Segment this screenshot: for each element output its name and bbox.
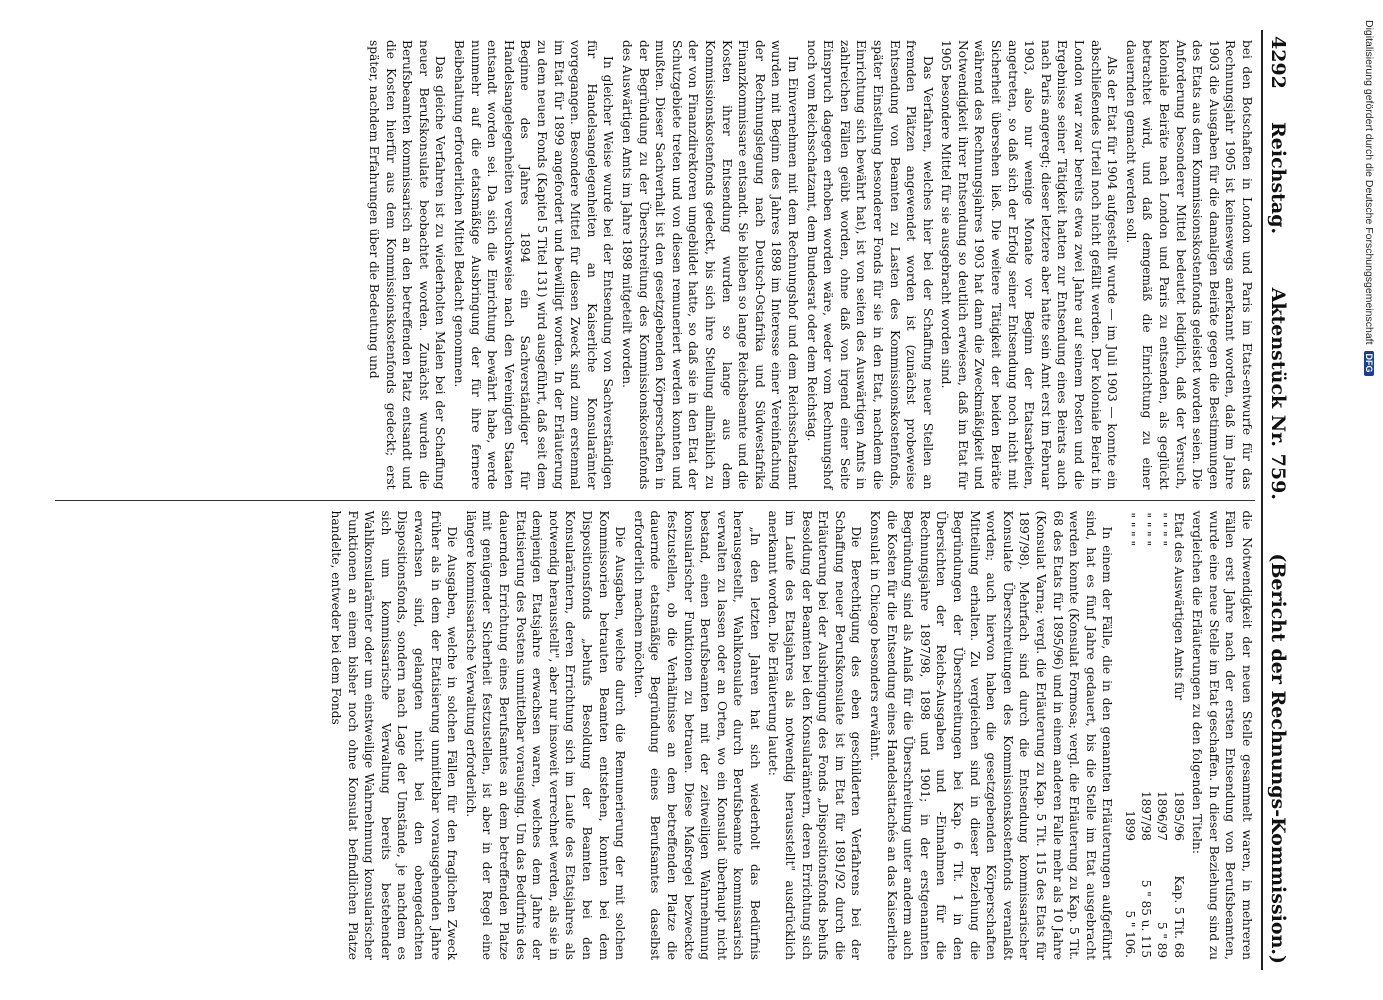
paragraph: bei den Botschaften in London und Paris im Etats-entwurfe für das Rechnungsjahr 1905 ist keineswegs anerkannt worden, daß im Jahre 1903 die Ausgaben für die damaligen Beiräte gegen die Bestimmungen des Etats aus dem Kommissionskostenfonds geleistet worden seien. Die Anforderung besonderer Mittel bedeutet lediglich, daß der Versuch, koloniale Beiräte nach London und Paris zu entsenden, als geglückt betrachtet wird, und daß demgemäß die Einrichtung zu einer dauernden gemacht werden soll. xyxy=(1123,40,1254,490)
rotated-page xyxy=(55,30,1305,970)
left-title: Reichstag. xyxy=(1267,121,1289,235)
paragraph: „In den letzten Jahren hat sich wiederholt das Bedürfnis herausgestellt, Wahlkonsulate durch Berufsbeamte kommissarisch verwalten zu lassen oder an Orten, wo ein Konsulat überhaupt nicht bestand, einen Berufsbeamten mit der zeitweiligen Wahrnehmung konsularischer Funktionen zu betrauen. Diese Maßregel bezweckte festzustellen, ob die Verhältnisse an dem betreffenden Platze die dauernde etatsmäßige Begründung eines Berufsamtes daselbst erforderlich machen möchten. xyxy=(631,510,762,960)
table-cell: 1895/96 xyxy=(1171,791,1186,841)
paragraph: In einem der Fälle, die in den genannten Erläuterungen aufgeführt sind, hat es fünf Jahre gedauert, bis die Stelle im Etat ausgebracht werden konnte (Konsulat Formosa; vergl. die Erläuterung zu Kap. 5 Tit. 68 des Etats für 1895/96) und in einem anderen Falle mehr als 10 Jahre (Konsulat Varna; vergl. die Erläuterung zu Kap. 5 Tit. 115 des Etats für 1897/98). Mehrfach sind durch die Entsendung kommissarischer Konsulate Überschreitungen des Kommissionskostenfonds veranlaßt worden; auch hiervon haben die gesetzgebenden Körperschaften Mitteilung erhalten. Zu vergleichen sind in dieser Beziehung die Begründungen der Überschreitungen bei Kap. 6 Tit. 1 in den Übersichten der Reichs-Ausgaben und -Einnahmen für die Rechnungsjahre 1897/98, 1898 und 1901; in der erstgenannten Begründung sind als Anlaß für die Überschreitung unter anderm auch die Kosten für die Entsendung eines Handelsattachés an das Kaiserliche Konsulat in Chicago besonders erwähnt. xyxy=(868,510,1115,960)
table-cell: 1899 xyxy=(1122,810,1137,841)
digitization-note: Digitalisierung gefördert durch die Deutsche Forschungsgemeinschaft xyxy=(1363,20,1375,345)
text-columns xyxy=(55,30,1255,970)
table-cell: 1896/97 xyxy=(1155,791,1170,841)
table-cell: Etat des Auswärtigen Amts für xyxy=(1171,512,1186,701)
table-cell: Kap. 5 Tit. 68 xyxy=(1171,875,1186,958)
table-cell: " " " " xyxy=(1139,512,1153,547)
table-row xyxy=(1138,511,1154,961)
column-right xyxy=(55,500,1255,971)
paragraph: die Notwendigkeit der neuen Stelle gesammelt waren, in mehreren Fällen erst Jahre nach der ersten Entsendung von Berufsbeamten, wurde eine neue Stelle im Etat geschaffen. In dieser Beziehung sind zu vergleichen die Erläuterungen zu den folgenden Titeln: xyxy=(1190,510,1254,960)
right-title: (Bericht der Rechnungs-Kommission.) xyxy=(1267,553,1289,964)
middle-title: Aktenstück Nr. 759. xyxy=(1267,287,1289,500)
etat-table xyxy=(1121,511,1186,961)
paragraph: In gleicher Weise wurde bei der Entsendung von Sachverständigen für Handelsangelegenheiten an Kaiserliche Konsularämter vorgegangen. Besondere Mittel für diesen Zweck sind zum erstenmal im Etat für 1899 angefordert und bewilligt worden. In der Erläuterung zu dem neuen Fonds (Kapitel 5 Titel 131) wird ausgeführt, daß seit dem Beginne des Jahres 1894 ein Sachverständiger für Handelsangelegenheiten versuchsweise nach den Vereinigten Staaten entsandt worden sei. Da sich die Einrichtung bewährt habe, werde nunmehr auf die etatsmäßige Ausbringung der für ihre fernere Beibehaltung erforderlichen Mittel Bedacht genommen. xyxy=(452,40,616,490)
paragraph: Das gleiche Verfahren ist zu wiederholten Malen bei der Schaffung neuer Berufskonsulate beobachtet worden. Zunächst wurden die Berufsbeamten kommissarisch an den betreffenden Platz entsandt und die Kosten hierfür aus dem Kommissionskostenfonds gedeckt; erst später, nachdem Erfahrungen über die Bedeutung und xyxy=(367,40,448,490)
digitization-sidebar xyxy=(1362,20,1376,980)
page-number: 4292 xyxy=(1267,36,1289,89)
page-header xyxy=(1261,30,1305,970)
table-cell: 5 " 85 u. 115 xyxy=(1139,879,1153,958)
paragraph: Die Ausgaben, welche in solchen Fällen für den fraglichen Zweck früher als in dem der Etatisierung unmittelbar vorausgehenden Jahre erwachsen sind, gelangten nicht bei den obengedachten Dispositionsfonds, sondern nach Lage der Umstände, je nachdem es sich um kommissarische Verwaltung bereits bestehender Wahlkonsularämter oder um einstweilige Wahrnehmung konsularischer Funktionen an einem bisher noch ohne Konsulat befindlichen Platze handelte, entweder bei dem Fonds xyxy=(329,510,460,960)
table-cell: 5 " 89 xyxy=(1155,921,1170,958)
column-left xyxy=(55,30,1255,500)
paragraph: Das Verfahren, welches hier bei der Schaffung neuer Stellen an fremden Plätzen angewendet worden ist (zunächst probeweise Entsendung von Beamten zu Lasten des Kommissionskostenfonds, später Einstellung besonderer Fonds für sie in den Etat, nachdem die Einrichtung sich bewährt hat), ist von seiten des Auswärtigen Amts in zahlreichen Fällen geübt worden, ohne daß von irgend einer Seite Einspruch dagegen erhoben worden wäre, weder vom Rechnungshof noch vom Reichsschatzamt, dem Bundesrat oder dem Reichstag. xyxy=(804,40,935,490)
paragraph: Die Berechtigung des eben geschilderten Verfahrens bei der Schaffung neuer Berufskonsulate ist im Etat für 1891/92 durch die Erläuterung bei der Ausbringung des Fonds „Dispositionsfonds behufs Besoldung der Beamten bei den Konsularämtern, deren Errichtung sich im Laufe des Etatsjahres als notwendig herausstellt" ausdrücklich anerkannt worden. Die Erläuterung lautet: xyxy=(766,510,864,960)
table-row xyxy=(1121,511,1137,961)
paragraph: Im Einvernehmen mit dem Rechnungshof und dem Reichsschatzamt wurden mit Beginn des Jahres 1898 im Interesse einer Vereinfachung der Rechnungslegung nach Deutsch-Ostafrika und Südwestafrika Finanzkommissare entsandt. Sie blieben so lange Reichsbeamte und die Kosten ihrer Entsendung wurden so lange aus dem Kommissionskostenfonds gedeckt, bis sich ihre Stellung allmählich zu der von Finanzdirektoren umgebildet hatte, so daß sie in den Etat der Schutzgebiete treten und von diesen remuneriert werden konnten und mußten. Dieser Sachverhalt ist den gesetzgebenden Körperschaften in der Begründung zu der Überschreitung des Kommissionskostenfonds des Auswärtigen Amts im Jahre 1898 mitgeteilt worden. xyxy=(620,40,800,490)
table-row xyxy=(1170,511,1186,961)
dfg-logo: DFG xyxy=(1364,351,1374,376)
paragraph: Als der Etat für 1904 aufgestellt wurde — im Juli 1903 — konnte ein abschließendes Urteil noch nicht gefällt werden. Der koloniale Beirat in London war zwar bereits etwa zwei Jahre auf seinem Posten und die Ergebnisse seiner Tätigkeit hatten zur Entsendung eines Beirats auch nach Paris angeregt; dieser letztere aber hatte sein Amt erst im Februar 1903, also nur wenige Monate vor Beginn der Etatsarbeiten, angetreten, so daß sich der Erfolg seiner Entsendung noch nicht mit Sicherheit übersehen ließ. Die weitere Tätigkeit der beiden Beiräte während des Rechnungsjahres 1903 hat dann die Zweckmäßigkeit und Notwendigkeit ihrer Entsendung so deutlich erwiesen, daß im Etat für 1905 besondere Mittel für sie ausgebracht worden sind. xyxy=(939,40,1120,490)
table-cell: " " " " xyxy=(1155,512,1170,547)
table-cell: " " " " xyxy=(1122,512,1137,547)
table-cell: 5 " 106. xyxy=(1122,910,1137,958)
table-row xyxy=(1154,511,1170,961)
table-cell: 1897/98 xyxy=(1139,791,1153,841)
paragraph: Die Ausgaben, welche durch die Remunerierung der mit solchen Kommissorien betrauten Beamten entstehen, konnten bei dem Dispositionsfonds „behufs Besoldung der Beamten bei den Konsularämtern, deren Errichtung sich im Laufe des Etatsjahres als notwendig herausstellt", aber nur insoweit verrechnet werden, als sie in demjenigen Etatsjahre erwachsen waren, welches dem Jahre der Etatisierung des Postens unmittelbar vorausging. Um das Bedürfnis des dauernden Errichtung eines Berufsamtes an dem betreffenden Platze mit genügender Sicherheit festzustellen, ist aber in der Regel eine längere kommissarische Verwaltung erforderlich. xyxy=(463,510,628,960)
